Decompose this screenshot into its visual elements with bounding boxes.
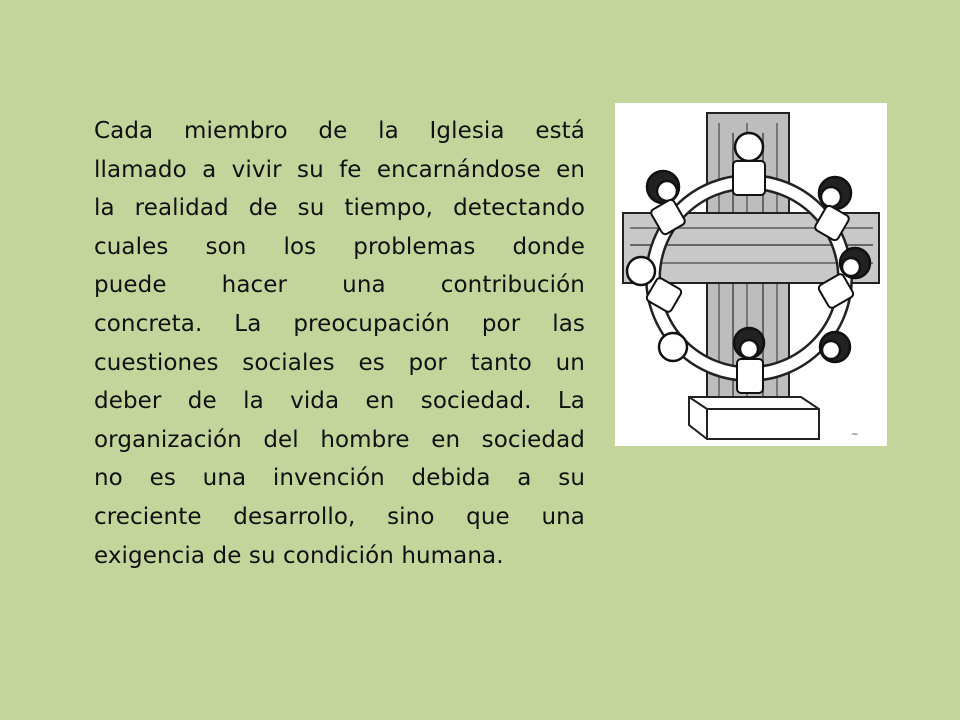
paragraph-line: concreta. La preocupación por las <box>94 310 585 337</box>
paragraph-line: creciente desarrollo, sino que una <box>94 503 585 530</box>
paragraph-line: cuestiones sociales es por tanto un <box>94 349 585 376</box>
paragraph-line: llamado a vivir su fe encarnándose en <box>94 156 585 183</box>
paragraph-line: Cada miembro de la Iglesia está <box>94 118 585 144</box>
cross-with-circle-of-people-icon <box>615 103 887 446</box>
pedestal <box>689 397 819 439</box>
paragraph-line: no es una invención debida a su <box>94 465 585 492</box>
paragraph-line: puede hacer una contribución <box>94 272 585 299</box>
body-paragraph <box>94 112 585 575</box>
artist-signature-mark: ~ <box>851 430 859 440</box>
paragraph-line: organización del hombre en sociedad <box>94 426 585 453</box>
person-head <box>659 333 687 361</box>
paragraph-line: exigencia de su condición humana. <box>94 542 504 569</box>
person-head <box>735 133 763 161</box>
paragraph-line: la realidad de su tiempo, detectando <box>94 195 585 222</box>
paragraph-line: deber de la vida en sociedad. La <box>94 388 585 415</box>
person-head <box>627 257 655 285</box>
paragraph-line: cuales son los problemas donde <box>94 233 585 260</box>
